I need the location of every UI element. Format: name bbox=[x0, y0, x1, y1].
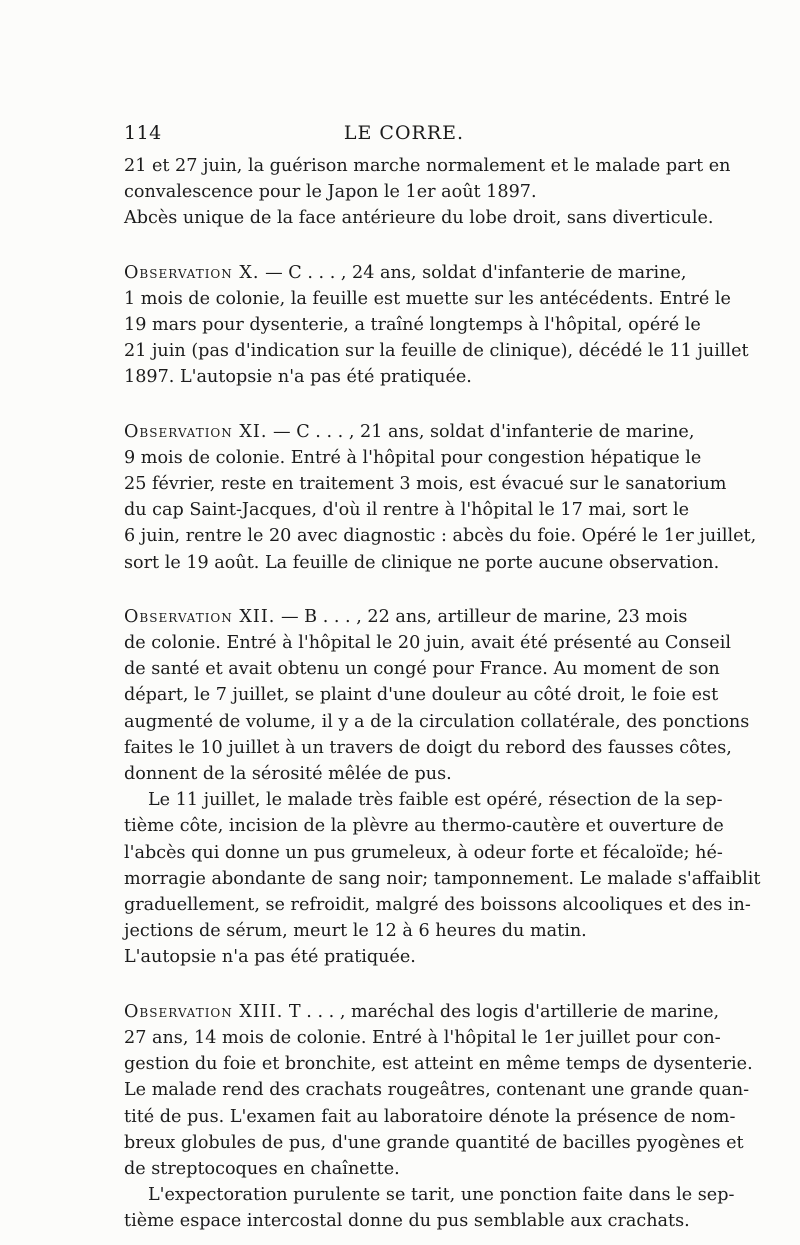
text-run: T . . . , maréchal des logis d'artillerie de marine, bbox=[283, 1001, 720, 1022]
body-text bbox=[124, 153, 761, 1235]
text-line: 6 juin, rentre le 20 avec diagnostic : abcès du foie. Opéré le 1er juillet, bbox=[124, 526, 757, 547]
observation-label: Observation X. bbox=[124, 262, 260, 283]
text-run: — C . . . , 24 ans, soldat d'infanterie de marine, bbox=[259, 262, 687, 283]
text-line: de santé et avait obtenu un congé pour France. Au moment de son bbox=[124, 659, 720, 680]
text-line: Le 11 juillet, le malade très faible est opéré, résection de la sep- bbox=[148, 790, 723, 811]
text-line: 27 ans, 14 mois de colonie. Entré à l'hôpital le 1er juillet pour con- bbox=[124, 1027, 721, 1048]
paragraph bbox=[124, 205, 714, 231]
text-line bbox=[124, 419, 695, 445]
text-line: de streptocoques en chaînette. bbox=[124, 1158, 400, 1179]
text-run: — C . . . , 21 ans, soldat d'infanterie de marine, bbox=[267, 421, 695, 442]
text-line: 1 mois de colonie, la feuille est muette sur les antécédents. Entré le bbox=[124, 288, 731, 309]
text-line: Abcès unique de la face antérieure du lobe droit, sans diverticule. bbox=[124, 208, 714, 229]
text-line: de colonie. Entré à l'hôpital le 20 juin, avait été présenté au Conseil bbox=[124, 633, 731, 654]
observation-x bbox=[124, 260, 749, 391]
text-line: sort le 19 août. La feuille de clinique ne porte aucune observation. bbox=[124, 552, 720, 573]
paragraph bbox=[124, 787, 761, 944]
text-line: 21 juin (pas d'indication sur la feuille de clinique), décédé le 11 juillet bbox=[124, 341, 749, 362]
text-line: tité de pus. L'examen fait au laboratoire dénote la présence de nom- bbox=[124, 1106, 736, 1127]
paragraph bbox=[124, 944, 684, 970]
text-line: L'expectoration purulente se tarit, une ponction faite dans le sep- bbox=[148, 1185, 735, 1206]
text-line: convalescence pour le Japon le 1er août 1897. bbox=[124, 182, 537, 203]
text-line: gestion du foie et bronchite, est atteint en même temps de dysenterie. bbox=[124, 1054, 753, 1075]
observation-xi bbox=[124, 419, 757, 576]
text-line: L'autopsie n'a pas été pratiquée. bbox=[124, 947, 416, 968]
text-line: morragie abondante de sang noir; tamponnement. Le malade s'affaiblit bbox=[124, 868, 761, 889]
text-line: Le malade rend des crachats rougeâtres, contenant une grande quan- bbox=[124, 1080, 750, 1101]
text-line: 19 mars pour dysenterie, a traîné longtemps à l'hôpital, opéré le bbox=[124, 315, 701, 336]
paragraph bbox=[124, 153, 731, 205]
text-line: l'abcès qui donne un pus grumeleux, à odeur forte et fécaloïde; hé- bbox=[124, 842, 723, 863]
text-line: tième espace intercostal donne du pus semblable aux crachats. bbox=[124, 1211, 690, 1232]
observation-label: Observation XII. bbox=[124, 606, 276, 627]
text-line: donnent de la sérosité mêlée de pus. bbox=[124, 764, 452, 785]
text-line: tième côte, incision de la plèvre au thermo-cautère et ouverture de bbox=[124, 816, 724, 837]
observation-label: Observation XIII. bbox=[124, 1001, 284, 1022]
text-line: augmenté de volume, il y a de la circulation collatérale, des ponctions bbox=[124, 711, 750, 732]
text-line: breux globules de pus, d'une grande quantité de bacilles pyogènes et bbox=[124, 1132, 744, 1153]
text-line: 25 février, reste en traitement 3 mois, est évacué sur le sanatorium bbox=[124, 474, 727, 495]
text-line bbox=[124, 604, 688, 630]
text-line: jections de sérum, meurt le 12 à 6 heures du matin. bbox=[124, 921, 587, 942]
observation-xii bbox=[124, 604, 750, 787]
text-run: — B . . . , 22 ans, artilleur de marine, 23 mois bbox=[275, 606, 688, 627]
text-line bbox=[124, 999, 720, 1025]
text-line: 9 mois de colonie. Entré à l'hôpital pour congestion hépatique le bbox=[124, 447, 702, 468]
text-line: 21 et 27 juin, la guérison marche normalement et le malade part en bbox=[124, 156, 731, 176]
text-line bbox=[124, 260, 687, 286]
running-head bbox=[124, 122, 684, 146]
observation-xiii bbox=[124, 999, 753, 1182]
text-line: graduellement, se refroidit, malgré des boissons alcooliques et des in- bbox=[124, 895, 751, 916]
text-line: départ, le 7 juillet, se plaint d'une douleur au côté droit, le foie est bbox=[124, 685, 719, 706]
running-title: LE CORRE. bbox=[343, 122, 465, 144]
paragraph bbox=[124, 1182, 735, 1234]
text-line: 1897. L'autopsie n'a pas été pratiquée. bbox=[124, 367, 472, 388]
text-line: du cap Saint-Jacques, d'où il rentre à l'hôpital le 17 mai, sort le bbox=[124, 500, 690, 521]
observation-label: Observation XI. bbox=[124, 421, 268, 442]
page-number: 114 bbox=[124, 122, 162, 144]
text-line: faites le 10 juillet à un travers de doigt du rebord des fausses côtes, bbox=[124, 737, 732, 758]
